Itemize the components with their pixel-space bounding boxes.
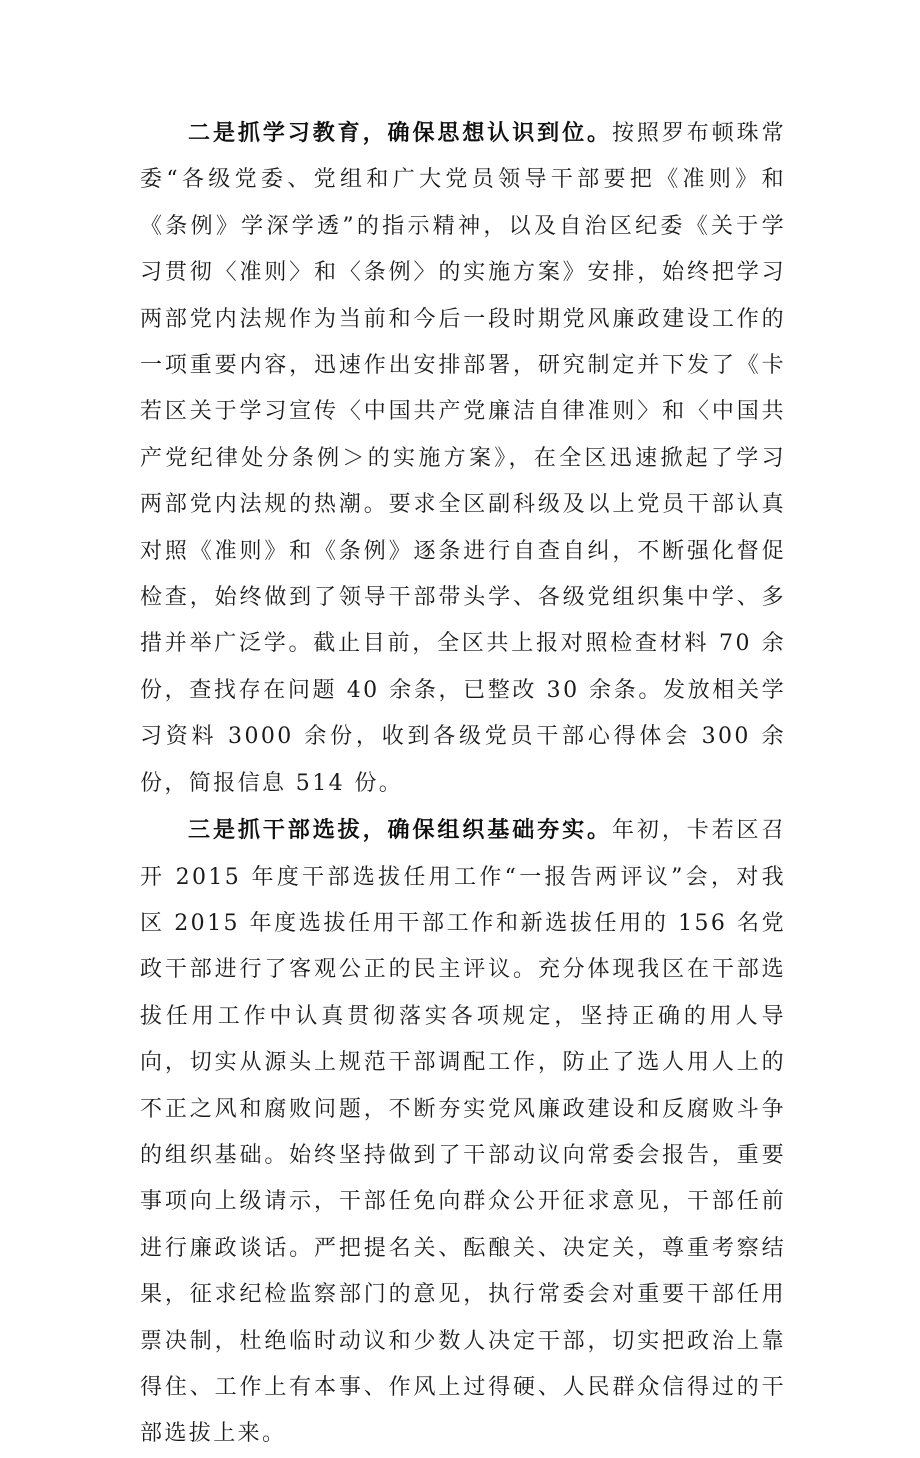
paragraph-lead-heading: 三是抓干部选拔，确保组织基础夯实。 (188, 817, 612, 844)
paragraph-body-text: 按照罗布顿珠常委“各级党委、党组和广大党员领导干部要把《准则》和《条例》学深学透”的指示精神，以及自治区纪委《关于学习贯彻〈准则〉和〈条例〉的实施方案》安排，始终把学习两部党内法规作为当前和今后一段时期党风廉政建设工作的一项重要内容，迅速作出安排部署，研究制定并下发了《卡若区关于学习宣传〈中国共产党廉洁自律准则〉和〈中国共产党纪律处分条例＞的实施方案》，在全区迅速掀起了学习两部党内法规的热潮。要求全区副科级及以上党员干部认真对照《准则》和《条例》逐条进行自查自纠，不断强化督促检查，始终做到了领导干部带头学、各级党组织集中学、多措并举广泛学。截止目前，全区共上报对照检查材料 70 余份，查找存在问题 40 余条，已整改 30 余条。发放相关学习资料 3000 余份，收到各级党员干部心得体会 300 余份，简报信息 514 份。 (140, 121, 786, 796)
paragraph-cadre-selection (140, 807, 786, 1458)
document-body (140, 110, 786, 1458)
paragraph-body-text: 年初，卡若区召开 2015 年度干部选拔任用工作“一报告两评议”会，对我区 2015 年度选拔任用干部工作和新选拔任用的 156 名党政干部进行了客观公正的民主评议。充分体现我区在干部选拔任用工作中认真贯彻落实各项规定，坚持正确的用人导向，切实从源头上规范干部调配工作，防止了选人用人上的不正之风和腐败问题，不断夯实党风廉政建设和反腐败斗争的组织基础。始终坚持做到了干部动议向常委会报告，重要事项向上级请示，干部任免向群众公开征求意见，干部任前进行廉政谈话。严把提名关、酝酿关、决定关，尊重考察结果，征求纪检监察部门的意见，执行常委会对重要干部任用票决制，杜绝临时动议和少数人决定干部，切实把政治上靠得住、工作上有本事、作风上过得硬、人民群众信得过的干部选拔上来。 (140, 818, 786, 1447)
paragraph-study-education (140, 110, 786, 807)
paragraph-lead-heading: 二是抓学习教育，确保思想认识到位。 (188, 120, 612, 146)
